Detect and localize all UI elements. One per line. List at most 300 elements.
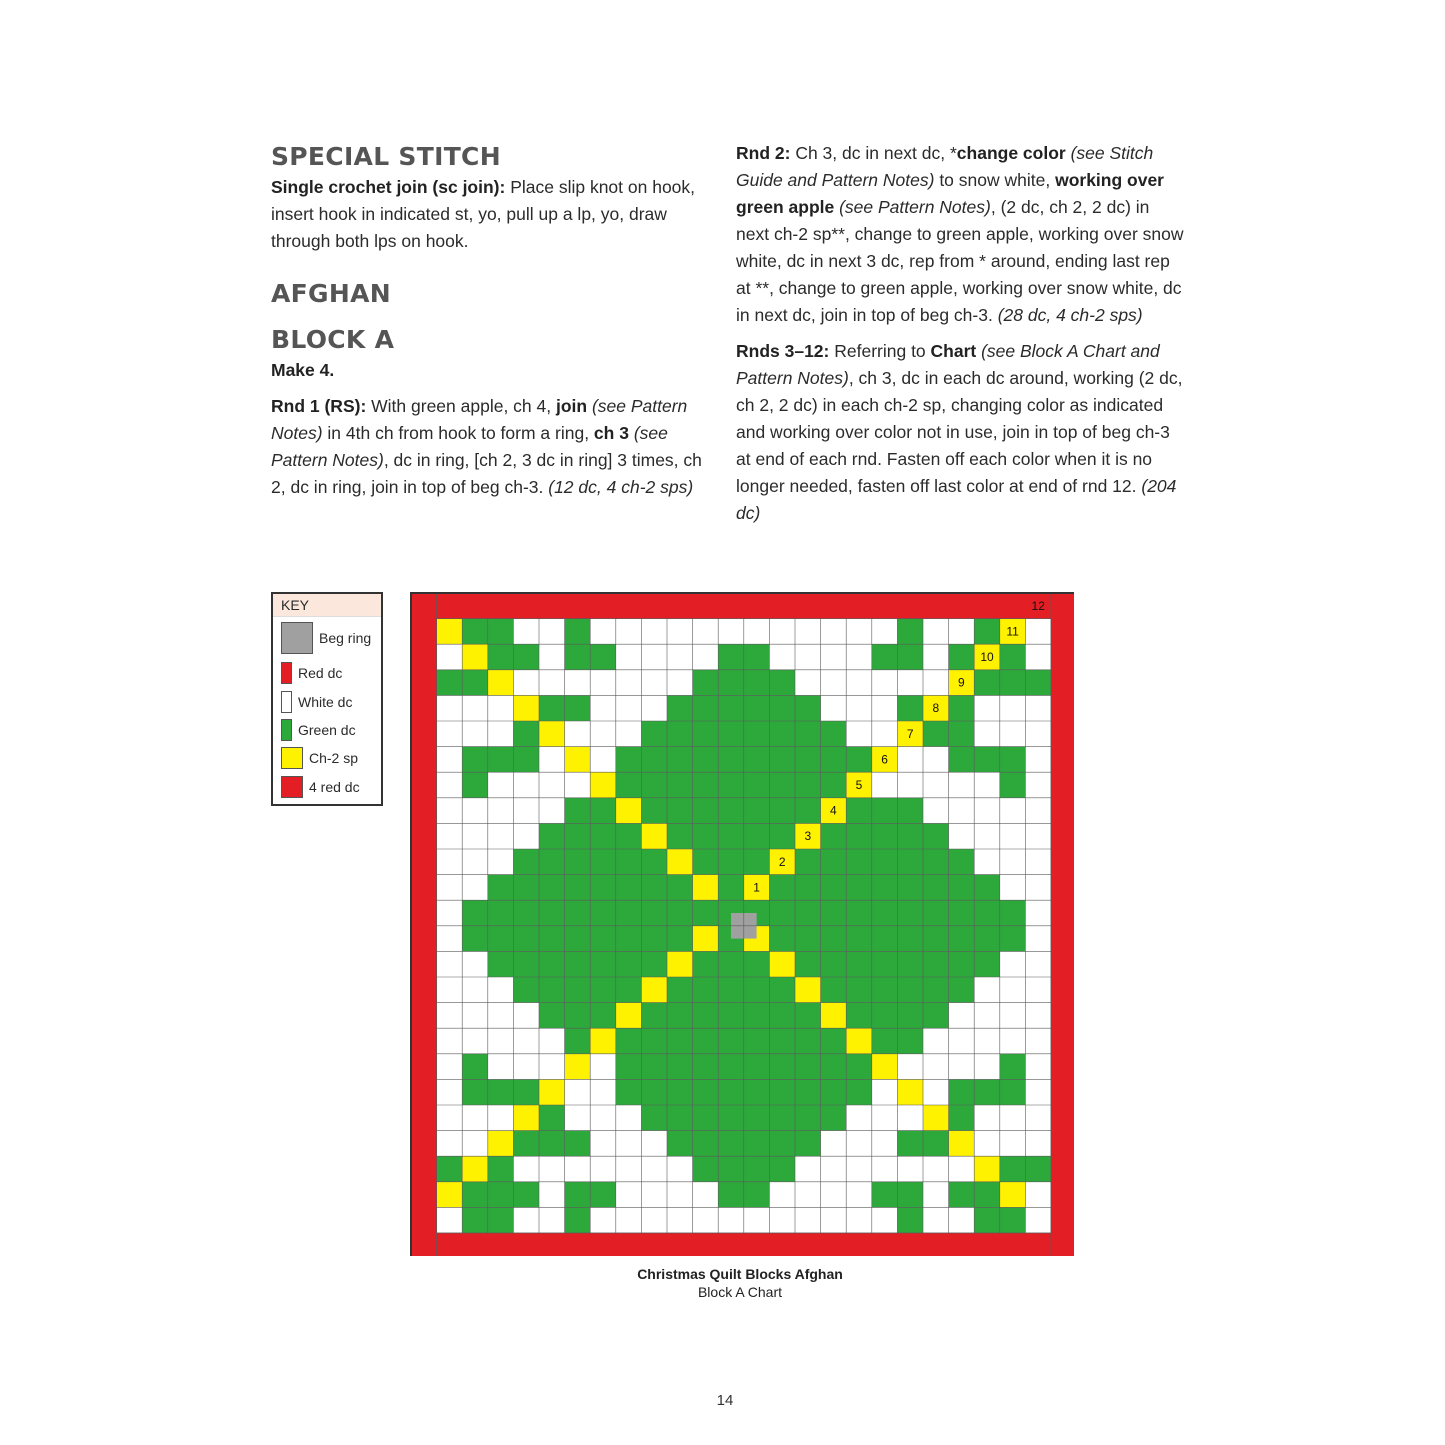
green-dc-cell — [718, 849, 744, 875]
green-dc-cell — [488, 1182, 514, 1208]
round-1-paragraph — [271, 393, 716, 501]
green-dc-cell — [667, 900, 693, 926]
green-dc-cell — [718, 1105, 744, 1131]
green-dc-cell — [616, 1079, 642, 1105]
green-dc-cell — [488, 1079, 514, 1105]
green-dc-cell — [923, 1131, 949, 1157]
green-dc-cell — [795, 695, 821, 721]
r2-change-color: change color — [956, 143, 1066, 163]
key-label: Beg ring — [319, 630, 372, 646]
green-dc-cell — [565, 798, 591, 824]
green-dc-cell — [769, 823, 795, 849]
green-dc-cell — [1000, 1054, 1026, 1080]
green-dc-cell — [539, 695, 565, 721]
green-dc-cell — [897, 1028, 923, 1054]
round-number-label: 9 — [958, 675, 965, 690]
round-number-label: 10 — [980, 650, 994, 664]
green-dc-cell — [667, 695, 693, 721]
green-dc-cell — [539, 900, 565, 926]
green-dc-cell — [769, 977, 795, 1003]
green-dc-cell — [795, 926, 821, 952]
green-dc-cell — [616, 747, 642, 773]
r3-text-c: , ch 3, dc in each dc around, working (2 dc, ch 2, 2 dc) in each ch-2 sp, changing color as indicated and working over color not in use, join in top of beg ch-3 at end of each rnd. Fasten off each color when it is no longer needed, fasten off last color at end of rnd 12. — [736, 368, 1183, 496]
green-dc-cell — [693, 900, 719, 926]
green-dc-cell — [1000, 900, 1026, 926]
green-dc-cell — [821, 823, 847, 849]
green-dc-cell — [1000, 1079, 1026, 1105]
green-dc-cell — [923, 875, 949, 901]
green-dc-cell — [488, 619, 514, 645]
green-dc-cell — [565, 619, 591, 645]
green-dc-cell — [846, 926, 872, 952]
green-dc-cell — [539, 875, 565, 901]
green-dc-cell — [897, 1003, 923, 1029]
key-label: Green dc — [298, 722, 356, 738]
green-dc-cell — [590, 1003, 616, 1029]
green-dc-cell — [744, 1156, 770, 1182]
green-dc-cell — [462, 1182, 488, 1208]
green-dc-cell — [846, 977, 872, 1003]
r3-chart: Chart — [930, 341, 977, 361]
green-dc-cell — [667, 772, 693, 798]
green-dc-cell — [846, 875, 872, 901]
green-dc-cell — [949, 900, 975, 926]
green-dc-cell — [897, 900, 923, 926]
r1-text-e: , dc in ring, [ch 2, 3 dc in ring] 3 times, ch 2, dc in ring, join in top of beg ch-3. — [271, 450, 702, 497]
green-dc-cell — [821, 900, 847, 926]
chart-caption — [540, 1265, 940, 1301]
green-dc-cell — [565, 823, 591, 849]
green-dc-cell — [693, 1003, 719, 1029]
green-dc-cell — [718, 951, 744, 977]
green-dc-cell — [590, 644, 616, 670]
green-dc-cell — [488, 926, 514, 952]
green-dc-cell — [949, 1105, 975, 1131]
green-dc-cell — [821, 977, 847, 1003]
caption-title: Christmas Quilt Blocks Afghan — [637, 1266, 843, 1282]
green-dc-cell — [821, 875, 847, 901]
green-dc-cell — [974, 1182, 1000, 1208]
green-dc-cell — [693, 721, 719, 747]
green-dc-cell — [949, 926, 975, 952]
green-dc-cell — [462, 1079, 488, 1105]
green-dc-cell — [590, 798, 616, 824]
ch2-sp-cell — [974, 1156, 1000, 1182]
green-dc-cell — [872, 875, 898, 901]
green-dc-cell — [974, 747, 1000, 773]
green-dc-cell — [641, 1003, 667, 1029]
green-dc-cell — [769, 900, 795, 926]
green-dc-cell — [693, 1054, 719, 1080]
key-title: KEY — [273, 594, 381, 617]
green-dc-cell — [949, 977, 975, 1003]
green-dc-cell — [769, 875, 795, 901]
green-dc-cell — [462, 900, 488, 926]
green-dc-cell — [769, 1131, 795, 1157]
key-item-ch2-sp — [281, 747, 358, 769]
green-dc-cell — [641, 900, 667, 926]
green-dc-cell — [821, 926, 847, 952]
four-red-dc-swatch — [281, 776, 303, 798]
green-dc-cell — [462, 1054, 488, 1080]
ch2-sp-cell — [667, 951, 693, 977]
green-dc-cell — [744, 1003, 770, 1029]
green-dc-cell — [590, 875, 616, 901]
green-dc-cell — [872, 900, 898, 926]
green-dc-cell — [718, 644, 744, 670]
green-dc-cell — [641, 721, 667, 747]
green-dc-cell — [974, 1207, 1000, 1233]
green-dc-cell — [718, 798, 744, 824]
green-dc-cell — [641, 1079, 667, 1105]
key-item-4-red-dc — [281, 776, 360, 798]
ch2-sp-cell — [488, 670, 514, 696]
green-dc-cell — [744, 670, 770, 696]
green-dc-cell — [565, 1003, 591, 1029]
green-dc-cell — [897, 644, 923, 670]
green-dc-cell — [872, 1028, 898, 1054]
green-dc-cell — [923, 823, 949, 849]
green-dc-cell — [897, 875, 923, 901]
ch2-sp-swatch — [281, 747, 303, 769]
ch2-sp-cell — [1000, 1182, 1026, 1208]
round-number-label: 2 — [778, 854, 786, 869]
green-dc-cell — [693, 747, 719, 773]
red-border-bottom — [411, 1233, 1074, 1256]
green-dc-cell — [641, 849, 667, 875]
green-dc-cell — [513, 1079, 539, 1105]
ch2-sp-cell — [923, 1105, 949, 1131]
left-column — [271, 140, 716, 510]
green-dc-cell — [693, 1105, 719, 1131]
beg-ring-swatch — [281, 622, 313, 654]
green-dc-cell — [1025, 670, 1051, 696]
green-dc-cell — [795, 1054, 821, 1080]
green-dc-cell — [539, 823, 565, 849]
green-dc-cell — [488, 875, 514, 901]
green-dc-cell — [974, 875, 1000, 901]
special-stitch-heading: SPECIAL STITCH — [271, 142, 501, 171]
green-dc-cell — [795, 849, 821, 875]
green-dc-cell — [616, 926, 642, 952]
green-dc-cell — [744, 1079, 770, 1105]
key-item-beg-ring — [281, 622, 371, 654]
green-dc-cell — [590, 849, 616, 875]
r2-working-over: working over green apple — [736, 170, 1164, 217]
green-dc-cell — [462, 926, 488, 952]
green-dc-cell — [744, 977, 770, 1003]
caption-subtitle: Block A Chart — [697, 1284, 783, 1300]
round-2-term: Rnd 2: — [736, 143, 791, 163]
green-dc-cell — [974, 926, 1000, 952]
green-dc-cell — [872, 644, 898, 670]
round-number-label: 1 — [753, 880, 760, 895]
green-dc-cell — [565, 644, 591, 670]
round-number-label: 7 — [906, 726, 914, 741]
green-dc-cell — [769, 1156, 795, 1182]
green-dc-cell — [437, 1156, 463, 1182]
ch2-sp-cell — [616, 798, 642, 824]
green-dc-cell — [693, 1079, 719, 1105]
green-dc-cell — [1000, 644, 1026, 670]
r2-text-c: to snow white, — [934, 170, 1056, 190]
green-dc-cell — [949, 1079, 975, 1105]
green-dc-cell — [846, 951, 872, 977]
green-dc-cell — [872, 926, 898, 952]
right-column — [736, 140, 1186, 536]
green-dc-cell — [949, 644, 975, 670]
green-dc-cell — [616, 951, 642, 977]
green-dc-cell — [795, 1003, 821, 1029]
ch2-sp-cell — [641, 977, 667, 1003]
green-dc-cell — [718, 670, 744, 696]
green-dc-cell — [897, 849, 923, 875]
green-dc-cell — [821, 721, 847, 747]
green-dc-cell — [565, 1131, 591, 1157]
green-dc-cell — [974, 619, 1000, 645]
green-dc-cell — [769, 747, 795, 773]
green-dc-cell — [590, 1182, 616, 1208]
green-dc-cell — [769, 695, 795, 721]
green-dc-cell — [846, 823, 872, 849]
green-dc-cell — [769, 926, 795, 952]
green-dc-cell — [795, 951, 821, 977]
green-dc-cell — [744, 951, 770, 977]
green-dc-cell — [616, 849, 642, 875]
green-dc-cell — [513, 926, 539, 952]
ch2-sp-cell — [846, 1028, 872, 1054]
green-dc-cell — [744, 1182, 770, 1208]
green-dc-cell — [693, 1028, 719, 1054]
r2-text-a: Ch 3, dc in next dc, * — [790, 143, 957, 163]
green-dc-cell — [641, 926, 667, 952]
green-dc-cell — [846, 798, 872, 824]
green-dc-cell — [795, 798, 821, 824]
ch2-sp-cell — [897, 1079, 923, 1105]
ch2-sp-cell — [488, 1131, 514, 1157]
green-dc-cell — [641, 951, 667, 977]
green-dc-cell — [513, 721, 539, 747]
r3-note-b: (see Block A Chart and Pattern Notes) — [736, 341, 1160, 388]
green-dc-cell — [1000, 772, 1026, 798]
ch2-sp-cell — [539, 721, 565, 747]
green-dc-cell — [565, 900, 591, 926]
green-dc-cell — [949, 951, 975, 977]
ch2-sp-cell — [590, 1028, 616, 1054]
green-dc-cell — [744, 1028, 770, 1054]
ch2-sp-cell — [462, 1156, 488, 1182]
green-dc-cell — [949, 849, 975, 875]
green-dc-cell — [693, 977, 719, 1003]
green-dc-cell — [897, 823, 923, 849]
green-dc-cell — [846, 900, 872, 926]
green-dc-cell — [949, 875, 975, 901]
green-dc-cell — [513, 900, 539, 926]
green-dc-cell — [718, 721, 744, 747]
round-number-label: 4 — [830, 803, 837, 818]
green-dc-cell — [923, 721, 949, 747]
ch2-sp-cell — [693, 875, 719, 901]
green-dc-cell — [667, 926, 693, 952]
green-dc-cell — [846, 747, 872, 773]
green-dc-cell — [667, 977, 693, 1003]
green-dc-cell — [744, 1054, 770, 1080]
green-dc-cell — [565, 951, 591, 977]
rounds-3-12-paragraph — [736, 338, 1186, 527]
ch2-sp-cell — [590, 772, 616, 798]
round-number-label: 5 — [855, 778, 863, 792]
green-dc-cell — [718, 1182, 744, 1208]
green-dc-cell — [974, 670, 1000, 696]
green-dc-cell — [693, 772, 719, 798]
ch2-sp-cell — [693, 926, 719, 952]
green-dc-cell — [641, 1105, 667, 1131]
green-dc-cell — [539, 1003, 565, 1029]
green-dc-cell — [641, 747, 667, 773]
green-dc-cell — [897, 951, 923, 977]
sc-join-term: Single crochet join (sc join): — [271, 177, 506, 197]
green-dc-cell — [539, 849, 565, 875]
green-dc-cell — [513, 849, 539, 875]
green-dc-cell — [744, 721, 770, 747]
green-dc-cell — [1000, 1156, 1026, 1182]
chart-key — [271, 592, 383, 806]
green-dc-cell — [590, 926, 616, 952]
round-2-paragraph — [736, 140, 1186, 329]
red-border-left — [411, 593, 437, 1256]
green-dc-cell — [949, 695, 975, 721]
green-dc-cell — [693, 1156, 719, 1182]
green-dc-cell — [718, 875, 744, 901]
round-number-label: 3 — [804, 829, 812, 844]
green-dc-cell — [872, 849, 898, 875]
afghan-heading: AFGHAN — [271, 279, 391, 308]
green-dc-cell — [846, 1079, 872, 1105]
green-dc-cell — [795, 772, 821, 798]
green-dc-swatch — [281, 719, 292, 741]
rounds-3-12-term: Rnds 3–12: — [736, 341, 830, 361]
green-dc-cell — [718, 1131, 744, 1157]
block-a-chart — [408, 590, 1074, 1256]
green-dc-cell — [1000, 670, 1026, 696]
green-dc-cell — [718, 977, 744, 1003]
green-dc-cell — [667, 1105, 693, 1131]
green-dc-cell — [923, 1003, 949, 1029]
green-dc-cell — [949, 1182, 975, 1208]
green-dc-cell — [513, 1131, 539, 1157]
green-dc-cell — [590, 951, 616, 977]
r3-count: (204 dc) — [736, 476, 1177, 523]
green-dc-cell — [769, 1054, 795, 1080]
ch2-sp-cell — [769, 951, 795, 977]
green-dc-cell — [795, 1131, 821, 1157]
green-dc-cell — [821, 1054, 847, 1080]
green-dc-cell — [693, 695, 719, 721]
green-dc-cell — [641, 772, 667, 798]
green-dc-cell — [846, 1003, 872, 1029]
green-dc-cell — [872, 951, 898, 977]
ch2-sp-cell — [616, 1003, 642, 1029]
green-dc-cell — [923, 951, 949, 977]
ch2-sp-cell — [872, 1054, 898, 1080]
red-dc-swatch — [281, 662, 292, 684]
green-dc-cell — [949, 721, 975, 747]
green-dc-cell — [590, 900, 616, 926]
green-dc-cell — [641, 1054, 667, 1080]
round-number-label: 11 — [1006, 624, 1019, 639]
make-text: Make 4. — [271, 360, 335, 380]
green-dc-cell — [590, 823, 616, 849]
green-dc-cell — [667, 1131, 693, 1157]
green-dc-cell — [667, 1079, 693, 1105]
r1-note-b: (see Pattern Notes) — [271, 396, 688, 443]
ch2-sp-cell — [437, 619, 463, 645]
green-dc-cell — [641, 798, 667, 824]
green-dc-cell — [462, 747, 488, 773]
green-dc-cell — [616, 772, 642, 798]
r1-join: join — [555, 396, 588, 416]
green-dc-cell — [539, 1131, 565, 1157]
green-dc-cell — [437, 670, 463, 696]
green-dc-cell — [693, 1131, 719, 1157]
green-dc-cell — [693, 849, 719, 875]
green-dc-cell — [744, 1105, 770, 1131]
ch2-sp-cell — [513, 1105, 539, 1131]
green-dc-cell — [974, 900, 1000, 926]
green-dc-cell — [718, 1054, 744, 1080]
green-dc-cell — [565, 695, 591, 721]
green-dc-cell — [488, 951, 514, 977]
green-dc-cell — [667, 721, 693, 747]
green-dc-cell — [795, 1079, 821, 1105]
white-dc-swatch — [281, 691, 292, 713]
green-dc-cell — [897, 1182, 923, 1208]
green-dc-cell — [462, 619, 488, 645]
ch2-sp-cell — [565, 747, 591, 773]
r2-text-e: , (2 dc, ch 2, 2 dc) in next ch-2 sp**, change to green apple, working over snow white, dc in next 3 dc, rep from * around, ending last rep at **, change to green apple, working over snow white, dc in next dc, join in top of beg ch-3. — [736, 197, 1184, 325]
green-dc-cell — [897, 798, 923, 824]
r1-text-a: With green apple, ch 4, — [366, 396, 556, 416]
r3-text-a: Referring to — [829, 341, 931, 361]
key-label: 4 red dc — [309, 779, 360, 795]
green-dc-cell — [1000, 926, 1026, 952]
r1-note-d: (see Pattern Notes) — [271, 423, 668, 470]
r1-count: (12 dc, 4 ch-2 sps) — [548, 477, 694, 497]
green-dc-cell — [744, 1131, 770, 1157]
ch2-sp-cell — [821, 1003, 847, 1029]
green-dc-cell — [718, 747, 744, 773]
ch2-sp-cell — [513, 695, 539, 721]
green-dc-cell — [718, 1028, 744, 1054]
ch2-sp-cell — [949, 1131, 975, 1157]
green-dc-cell — [667, 823, 693, 849]
green-dc-cell — [744, 798, 770, 824]
green-dc-cell — [488, 1207, 514, 1233]
green-dc-cell — [974, 951, 1000, 977]
round-number-label: 6 — [881, 752, 888, 767]
r1-ch3: ch 3 — [593, 423, 629, 443]
ch2-sp-cell — [795, 977, 821, 1003]
green-dc-cell — [513, 977, 539, 1003]
green-dc-cell — [641, 875, 667, 901]
green-dc-cell — [923, 900, 949, 926]
green-dc-cell — [769, 1003, 795, 1029]
green-dc-cell — [744, 644, 770, 670]
green-dc-cell — [616, 900, 642, 926]
sc-join-text: Place slip knot on hook, insert hook in indicated st, yo, pull up a lp, yo, draw through both lps on hook. — [271, 177, 696, 251]
green-dc-cell — [718, 1003, 744, 1029]
ch2-sp-cell — [437, 1182, 463, 1208]
